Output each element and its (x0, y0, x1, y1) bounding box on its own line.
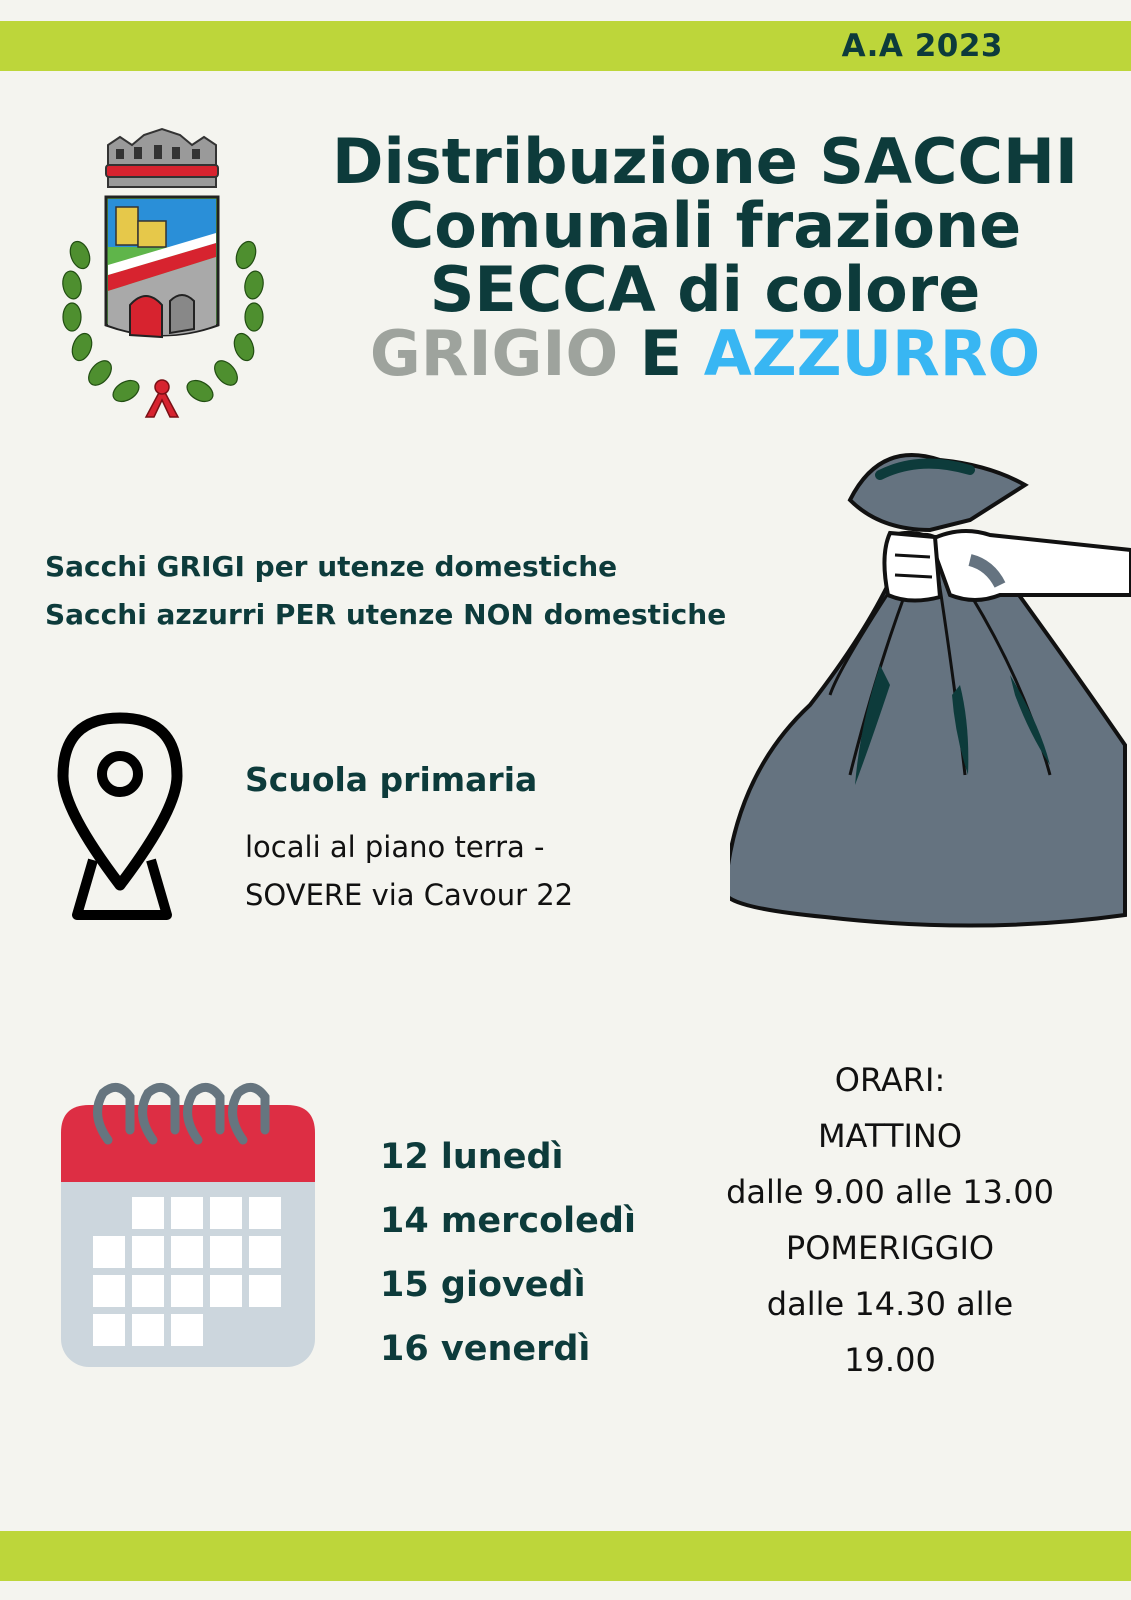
grey-bags-line: Sacchi GRIGI per utenze domestiche (45, 550, 618, 583)
bottom-band (0, 1531, 1131, 1581)
afternoon-hours-1: dalle 14.30 alle (766, 1285, 1014, 1323)
title-line-1: Distribuzione SACCHI (332, 125, 1078, 198)
address-line-1: locali al piano terra - (245, 830, 545, 864)
academic-year: A.A 2023 (841, 28, 1003, 64)
title-line-2: Comunali frazione (388, 189, 1022, 262)
day-item: 16 venerdì (380, 1329, 591, 1369)
location-name: Scuola primaria (245, 760, 538, 799)
page-title (300, 125, 1110, 390)
day-item: 12 lunedì (380, 1137, 564, 1177)
location-pin-icon (55, 710, 185, 925)
opening-hours (695, 1052, 1085, 1388)
title-line-4 (300, 317, 1110, 390)
garbage-bag-icon (730, 445, 1131, 950)
title-grey-word: GRIGIO (369, 317, 619, 390)
distribution-days (380, 1125, 636, 1381)
hours-heading: ORARI: (834, 1061, 946, 1099)
municipal-crest-icon (50, 125, 275, 425)
afternoon-label: POMERIGGIO (785, 1229, 995, 1267)
afternoon-hours-2: 19.00 (844, 1341, 936, 1379)
day-item: 14 mercoledì (380, 1201, 636, 1241)
morning-label: MATTINO (817, 1117, 963, 1155)
title-line-3: SECCA di colore (429, 253, 981, 326)
day-item: 15 giovedì (380, 1265, 586, 1305)
title-connector: E (639, 317, 683, 390)
location-address (245, 823, 573, 919)
address-line-2: SOVERE via Cavour 22 (245, 878, 574, 912)
calendar-icon (58, 1075, 318, 1370)
morning-hours: dalle 9.00 alle 13.00 (726, 1173, 1054, 1211)
blue-bags-line: Sacchi azzurri PER utenze NON domestiche (45, 598, 727, 631)
title-blue-word: AZZURRO (703, 317, 1041, 390)
bag-usage-info (45, 543, 726, 639)
